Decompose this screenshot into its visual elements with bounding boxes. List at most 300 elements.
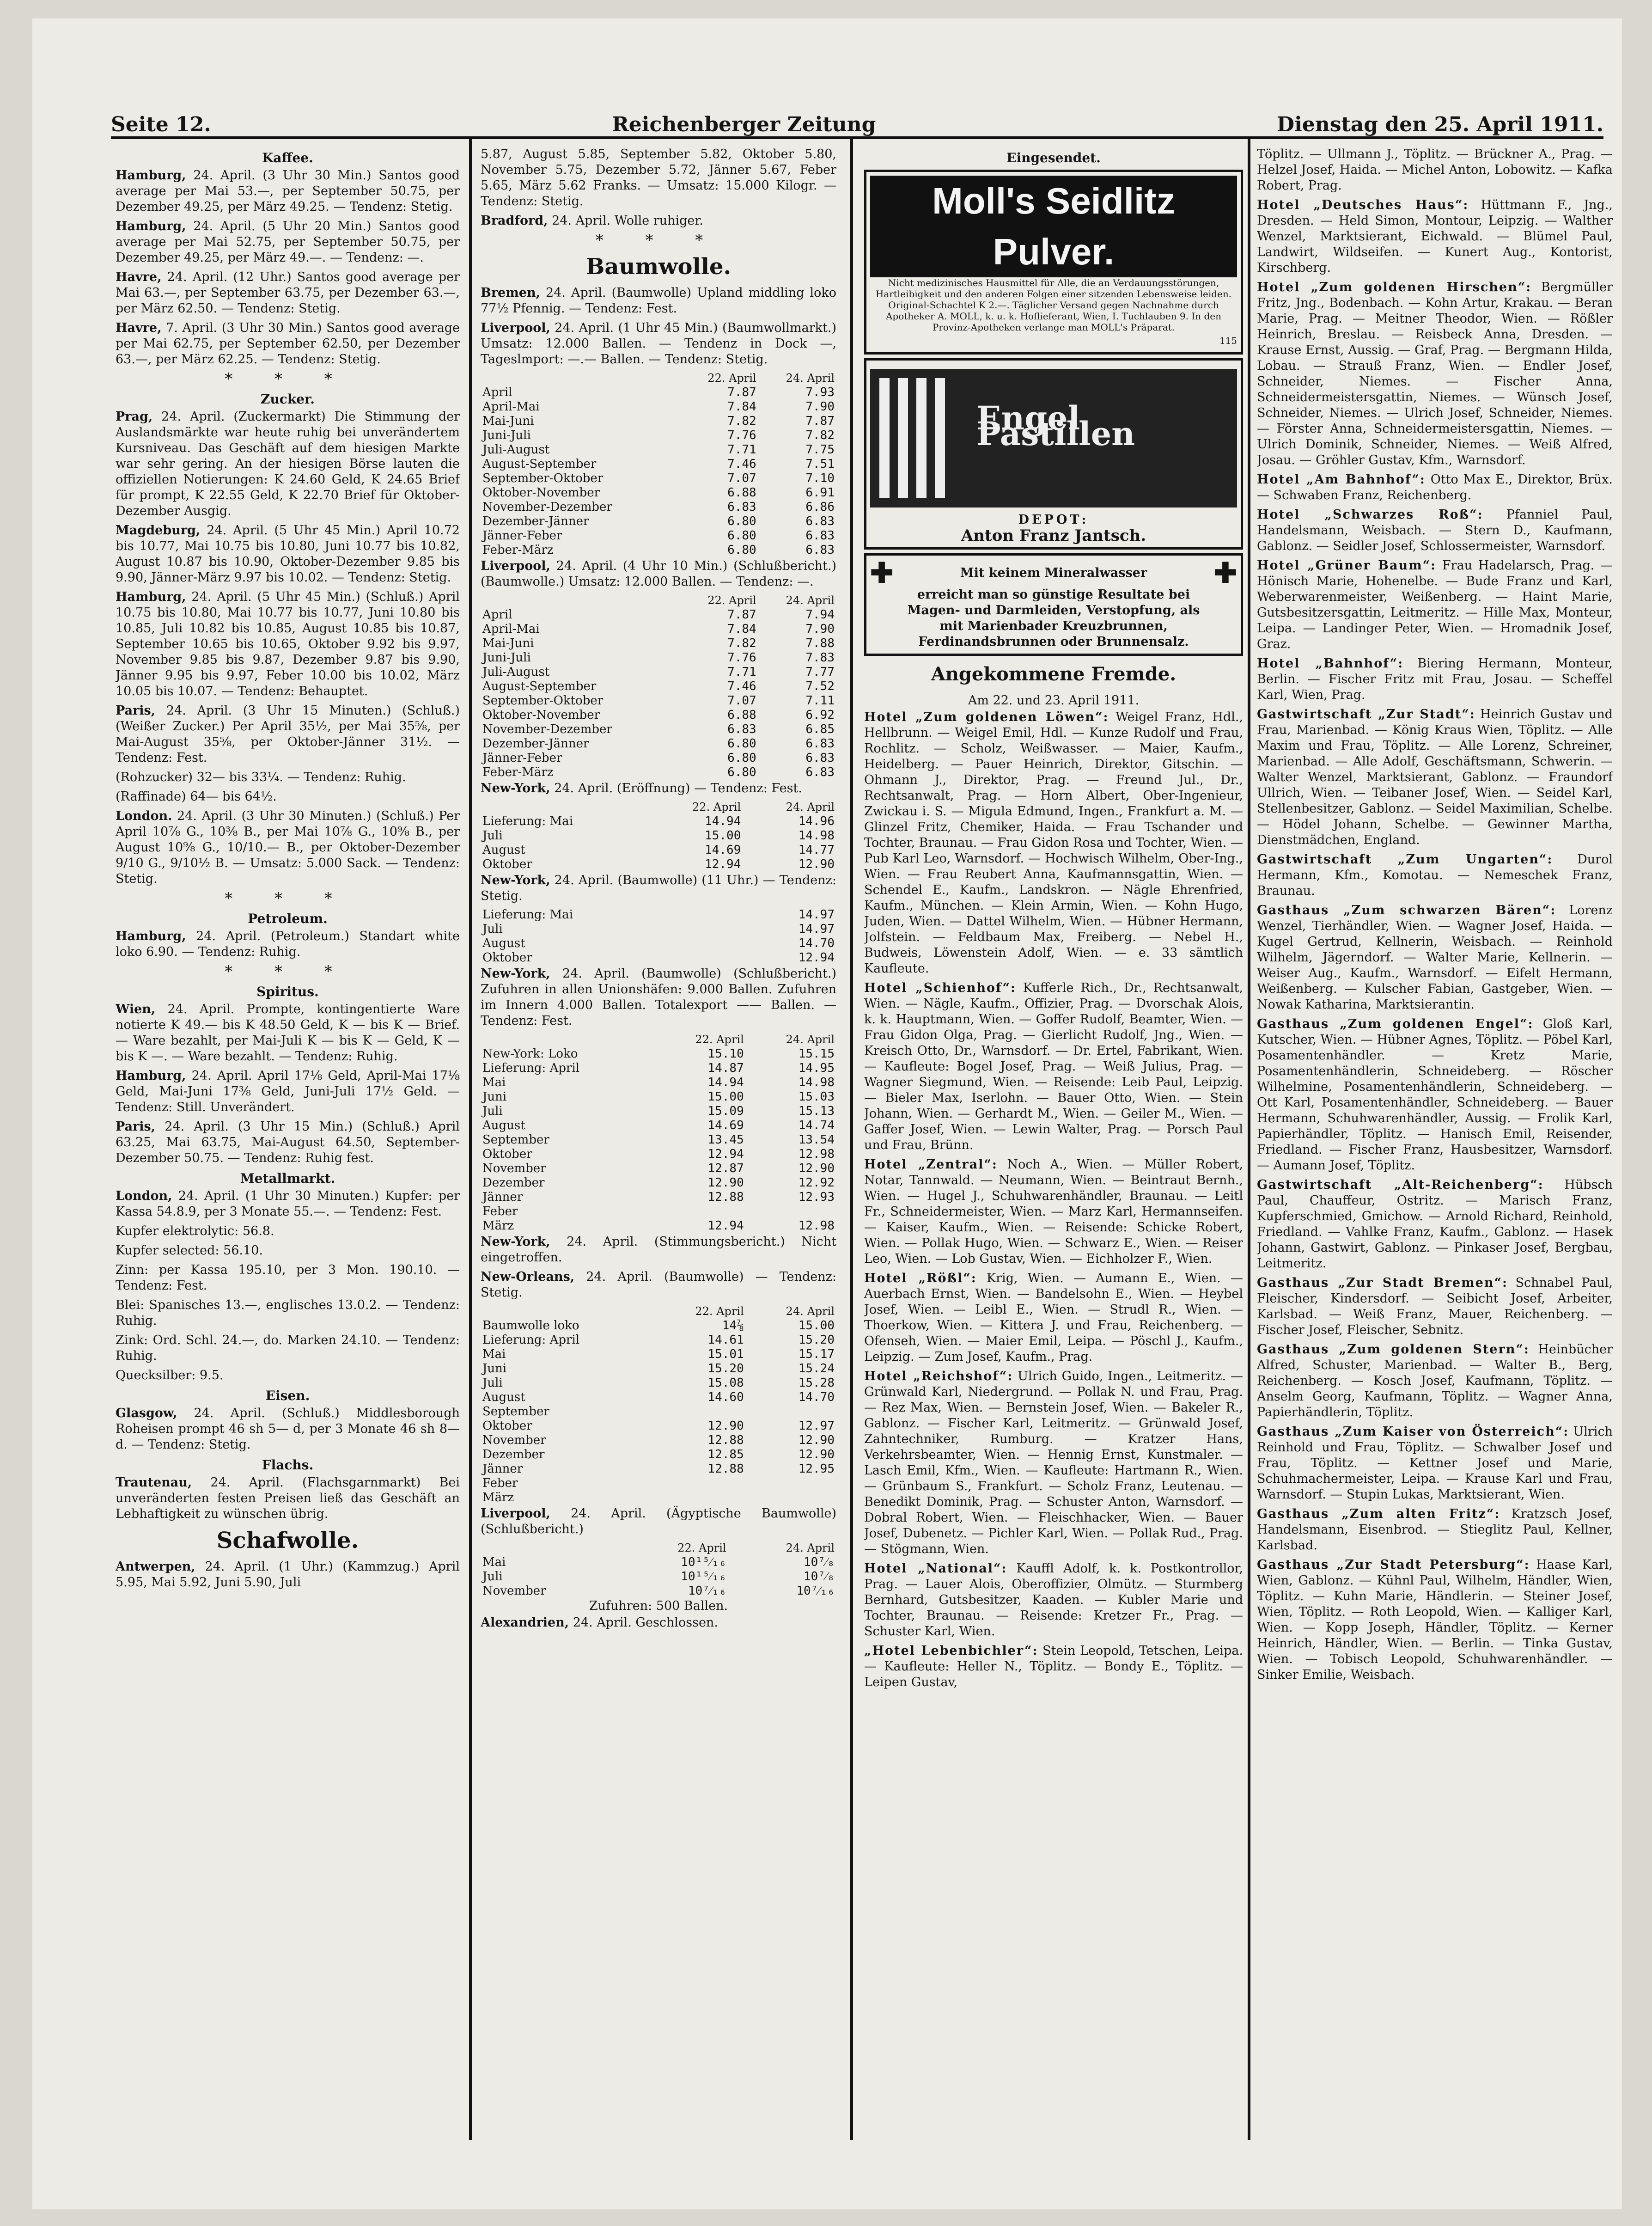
guest-list: Bergmüller Fritz, Jng., Bodenbach. — Kohn Artur, Krakau. — Beran Marie, Prag. — Meitner Theodor, Wien. — Rößler Heinrich, Breslau. — Reisbeck Anna, Dresden. — Krause Ernst, Aussig. — Graf, Prag. — Bergmann Hilda, Lobau. — Strauß Franz, Wien. — Endler Josef, Schneider, Niemes. — Fischer Anna, Schneidermeistersgattin, Niemes. — Wünsch Josef, Schneider, Niemes. — Ulrich Josef, Schneider, Niemes. — Förster Anna, Schneidermeistersgattin, Niemes. — Ulrich Dominik, Schneider, Niemes. — Weiß Alfred, Josau. — Gröhler Gustav, Kfm., Warnsdorf. (1257, 280, 1613, 467)
column-rule (1248, 139, 1250, 2140)
table-cell: März (482, 1219, 514, 1233)
table-cell: 12.98 (798, 1219, 835, 1233)
table-header: 24. April (786, 1305, 835, 1318)
table-header: 22. April (695, 1033, 744, 1046)
report-text: (Raffinade) 64— bis 64½. (116, 789, 277, 804)
table-cell: 15.20 (798, 1333, 835, 1347)
table-cell: 7.71 (727, 443, 756, 457)
table-cell: Mai-Juni (482, 414, 534, 428)
section-title: Zucker. (261, 391, 315, 407)
report-city: London. (116, 809, 172, 823)
table-cell: 12.94 (798, 951, 835, 965)
table-cell: 7.76 (727, 651, 756, 665)
report-text: 24. April. (Baumwolle) (11 Uhr.) — Tendenz: Stetig. (481, 873, 836, 903)
table-cell: 7.71 (727, 665, 756, 679)
market-report (116, 789, 460, 805)
table-row (481, 1419, 836, 1433)
table-cell: 12.93 (798, 1190, 835, 1204)
section-title: Eisen. (265, 1388, 310, 1403)
separator: * * * (225, 962, 351, 981)
report-text: 24. April. (12 Uhr.) Santos good average per Mai 63.—, per September 63.75, per Dezember 63.—, per März 62.50. — Tendenz: Stetig. (116, 270, 460, 316)
table-row (481, 608, 836, 622)
table-cell: 14.94 (705, 814, 741, 828)
guest-list: Hübsch Paul, Chauffeur, Ostritz. — Marisch Franz, Kupferschmied, Gmichow. — Arnold Richard, Reinhold, Friedland. — Vahlke Franz, Kaufm., Gablonz. — Hasek Johann, Gastwirt, Gablonz. — Pinkaser Josef, Bergbau, Leitmeritz. (1257, 1178, 1613, 1271)
market-report (116, 219, 460, 266)
cross-icon: ✚ (1213, 557, 1237, 589)
table-cell: Dezember (482, 1448, 545, 1462)
market-report (116, 808, 460, 887)
report-footnote: Zufuhren: 500 Ballen. (589, 1599, 728, 1613)
market-report (481, 1615, 836, 1631)
table-row (481, 722, 836, 737)
hotel-name: Hotel „Schwarzes Roß“: (1257, 508, 1483, 522)
table-cell: 15.00 (707, 1090, 744, 1104)
table-cell: Juni (482, 1362, 507, 1376)
report-text: 24. April. (Flachsgarnmarkt) Bei unveränderten festen Preisen ließ das Geschäft an Lebhaftigkeit zu wünschen übrig. (116, 1475, 460, 1521)
table-cell: 7.93 (805, 385, 835, 399)
report-city: Wien, (116, 1002, 156, 1016)
report-city: Alexandrien, (481, 1615, 569, 1630)
table-header: 24. April (786, 372, 835, 385)
table-cell: 12.90 (707, 1176, 744, 1190)
table-cell: August-September (482, 457, 597, 471)
table-cell: 6.85 (805, 722, 835, 736)
market-report (481, 320, 836, 367)
table-cell: 12.98 (798, 1147, 835, 1161)
table-cell: November-Dezember (482, 722, 612, 736)
market-report (481, 285, 836, 317)
separator: * * * (595, 231, 722, 250)
table-row (481, 471, 836, 486)
table-cell: 12.87 (707, 1162, 744, 1175)
column-rule (850, 139, 853, 2140)
hotel-entry (1257, 507, 1613, 554)
table-cell: September-Oktober (482, 694, 603, 708)
table-row (481, 708, 836, 722)
column-commodities (116, 146, 460, 2133)
table-header: 22. April (692, 801, 741, 813)
section-title: Eingesendet. (1006, 150, 1101, 165)
ad-product-name: Engel Pastillen (976, 399, 1135, 453)
report-text: Kupfer elektrolytic: 56.8. (116, 1224, 274, 1238)
table-header (481, 800, 649, 814)
guest-list: Gloß Karl, Kutscher, Wien. — Hübner Agnes, Töplitz. — Pöbel Karl, Posamentenhändler. — Kretz Marie, Posamentenhändlerin, Schneideberg. — Röscher Wilhelmine, Posamentenhändlerin, Schneideberg. — Ott Karl, Posamentenhändler, Schneideberg. — Bauer Hermann, Schuhwarenhändler, Aussig. — Frolik Karl, Papierhändler, Töplitz. — Hanisch Emil, Reisender, Friedland. — Fischer Franz, Hausbesitzer, Warnsdorf. — Aumann Josef, Töplitz. (1257, 1017, 1613, 1173)
hotel-name: Gasthaus „Zum goldenen Stern“: (1257, 1342, 1530, 1357)
table-cell: 12.94 (707, 1219, 744, 1233)
table-cell: Oktober (482, 857, 532, 871)
column-arrivals-cont (1257, 146, 1613, 2133)
market-report (116, 269, 460, 317)
price-table (481, 908, 836, 965)
table-cell: Juli (482, 922, 503, 936)
report-text: 24. April. (5 Uhr 45 Min.) (Schluß.) April 10.75 bis 10.80, Mai 10.77 bis 10.77, Juni 10.80 bis 10.85, Juli 10.82 bis 10.85, August 10.85 bis 10.87, September 10.65 bis 10.65, Oktober 9.92 bis 9.97, November 9.85 bis 9.87, Dezember 9.87 bis 9.90, Jänner 9.95 bis 9.97, Feber 10.00 bis 10.02, März 10.05 bis 10.07. — Tendenz: Behauptet. (116, 590, 460, 698)
table-cell: 15.00 (705, 829, 741, 843)
table-row (481, 843, 836, 857)
table-row (481, 1433, 836, 1448)
report-text: Blei: Spanisches 13.—, englisches 13.0.2. — Tendenz: Ruhig. (116, 1298, 460, 1328)
table-cell: Lieferung: Mai (482, 814, 573, 828)
hotel-entry (1257, 197, 1613, 276)
hotel-entry (1257, 903, 1613, 1013)
table-cell: 14.70 (798, 936, 835, 950)
table-header (481, 593, 680, 608)
market-report (481, 1234, 836, 1266)
price-table (481, 1304, 836, 1505)
table-row (481, 908, 836, 922)
market-report (116, 1002, 460, 1064)
report-text: 24. April. (3 Uhr 15 Min.) (Schluß.) April 63.25, Mai 63.75, Mai-August 64.50, September-Dezember 50.75. — Tendenz: Ruhig fest. (116, 1119, 460, 1165)
table-cell: Dezember-Jänner (482, 514, 589, 528)
report-text: Zinn: per Kassa 195.10, per 3 Mon. 190.10. — Tendenz: Fest. (116, 1263, 460, 1293)
hotel-name: Gasthaus „Zum goldenen Engel“: (1257, 1017, 1534, 1031)
market-report (116, 523, 460, 586)
table-header (481, 1541, 620, 1555)
table-cell: 7.10 (805, 471, 835, 485)
report-text: 24. April. Wolle ruhiger. (552, 214, 703, 228)
table-row (481, 922, 836, 936)
table-cell: Feber-März (482, 765, 554, 779)
table-header: 24. April (786, 1541, 835, 1554)
report-city: Hamburg, (116, 1069, 186, 1083)
market-report (116, 168, 460, 215)
table-cell: 6.80 (727, 751, 756, 765)
table-row (481, 1061, 836, 1076)
table-cell: 14.97 (798, 908, 835, 922)
table-row (481, 1390, 836, 1405)
table-cell: April (482, 385, 512, 399)
hotel-name: Hotel „Reichshof“: (864, 1369, 1013, 1383)
table-cell: 7.11 (805, 694, 835, 708)
table-cell: Lieferung: Mai (482, 908, 573, 922)
arrivals-text: Töplitz. — Ullmann J., Töplitz. — Brückner A., Prag. — Helzel Josef, Haida. — Michel Anton, Lobowitz. — Kafka Robert, Prag. (1257, 147, 1613, 193)
table-cell: 7.88 (805, 636, 835, 650)
report-text: 24. April. (1 Uhr 45 Min.) (Baumwollmarkt.) Umsatz: 12.000 Ballen. — Tendenz in Dock —, Tageslmport: —.— Ballen. — Tendenz: Stetig. (481, 321, 836, 367)
table-row (481, 1476, 836, 1491)
report-text: 5.87, August 5.85, September 5.82, Oktober 5.80, November 5.75, Dezember 5.72, Jänner 5.67, Feber 5.65, März 5.62 Franks. — Umsatz: 15.000 Kilogr. — Tendenz: Stetig. (481, 147, 836, 208)
report-city: Havre, (116, 270, 162, 284)
table-cell: März (482, 1491, 514, 1504)
table-cell: 10⁷⁄₁₆ (796, 1584, 835, 1598)
cross-icon: ✚ (870, 557, 894, 589)
table-cell: 12.85 (707, 1448, 744, 1462)
ad-text: Nicht medizinisches Hausmittel für Alle, die an Verdauungsstörungen, Hartleibigkeit und den anderen Folgen einer sitzenden Lebensweise leiden. Original-Schachtel K 2.—. Täglicher Versand gegen Nachnahme durch Apotheker A. MOLL, k. u. k. Hoflieferant, Wien, I. Tuchlauben 9. In den Provinz-Apotheken verlange man MOLL's Präparat. (875, 277, 1232, 333)
table-cell: 6.91 (805, 486, 835, 500)
table-cell: 6.83 (805, 751, 835, 765)
table-cell: 14.97 (798, 922, 835, 936)
guest-list: Kratzsch Josef, Handelsmann, Eisenbrod. — Stieglitz Paul, Kellner, Karlsbad. (1257, 1507, 1613, 1553)
hotel-name: Hotel „National“: (864, 1561, 1007, 1576)
separator: * * * (225, 889, 351, 908)
separator: * * * (225, 370, 351, 388)
table-cell: 12.88 (707, 1462, 744, 1476)
table-cell: Feber (482, 1476, 518, 1490)
table-cell: Oktober (482, 951, 532, 965)
table-header: 22. April (695, 1305, 744, 1318)
table-cell: 7.46 (727, 679, 756, 693)
report-city: New-York, (481, 1235, 550, 1249)
market-report (116, 1475, 460, 1522)
table-cell: 14⅞ (722, 1319, 744, 1333)
hotel-name: Gasthaus „Zum alten Fritz“: (1257, 1507, 1500, 1521)
report-city: London, (116, 1189, 172, 1203)
table-cell: 14.74 (798, 1119, 835, 1132)
table-row (481, 1133, 836, 1147)
table-row (481, 443, 836, 457)
table-cell: Lieferung: April (482, 1333, 580, 1347)
table-cell: Juni-Juli (482, 651, 531, 665)
table-header-row (481, 1541, 836, 1555)
report-text: 24. April. (4 Uhr 10 Min.) (Schlußbericht.) (Baumwolle.) Umsatz: 12.000 Ballen. — Tendenz: —. (481, 559, 836, 589)
hotel-entry (1257, 1275, 1613, 1338)
table-cell: November-Dezember (482, 500, 612, 514)
table-cell: 7.46 (727, 457, 756, 471)
hotel-name: Hotel „Zentral“: (864, 1157, 998, 1172)
table-cell: Juli (482, 1104, 503, 1118)
market-report (481, 213, 836, 229)
hotel-entry (1257, 1424, 1613, 1503)
table-header: 24. April (786, 594, 835, 607)
report-city: New-York, (481, 781, 550, 795)
table-cell: 15.28 (798, 1376, 835, 1390)
guest-list: Durol Hermann, Kfm., Komotau. — Nemeschek Franz, Braunau. (1257, 852, 1613, 898)
table-cell: 15.00 (798, 1319, 835, 1333)
table-cell: Oktober (482, 1147, 532, 1161)
market-report (116, 703, 460, 766)
table-header-row (481, 800, 836, 814)
guest-list: Lorenz Wenzel, Tierhändler, Wien. — Wagner Josef, Haida. — Kugel Gertrud, Kellnerin, Weisbach. — Reinhold Wilhelm, Jägerndorf. — Walter Marie, Kellnerin. — Weiser Aug., Kaufm., Warnsdorf. — Eifelt Hermann, Weißenberg. — Kulscher Fabian, Gastgeber, Wien. — Nowak Katharina, Marktsierantin. (1257, 903, 1613, 1012)
table-cell: 14.98 (798, 1076, 835, 1089)
table-cell: 6.80 (727, 529, 756, 543)
table-cell: Juli-August (482, 443, 550, 457)
report-city: Liverpool, (481, 559, 550, 573)
market-report (481, 781, 836, 796)
table-cell: April-Mai (482, 400, 540, 414)
market-report (116, 1368, 460, 1383)
table-row (481, 1147, 836, 1162)
table-cell: 12.88 (707, 1190, 744, 1204)
table-cell: Oktober-November (482, 708, 600, 722)
market-report (116, 1068, 460, 1115)
table-row (481, 1219, 836, 1233)
table-cell: 7.87 (727, 608, 756, 622)
guest-list: Haase Karl, Wien, Gablonz. — Kühnl Paul, Wilhelm, Händler, Wien, Töplitz. — Kuhn Marie, Händlerin. — Steiner Josef, Wien, Töplitz. — Roth Leopold, Wien. — Kalliger Karl, Wien. — Kopp Joseph, Händler, Töplitz. — Kerner Heinrich, Händler, Wien. — Berlin. — Tinka Gustav, Wien. — Tobisch Leopold, Schuhwarenhändler. — Sinker Emilie, Weisbach. (1257, 1558, 1613, 1682)
table-cell: 12.90 (707, 1419, 744, 1433)
table-cell: 12.92 (798, 1176, 835, 1190)
table-cell: November (482, 1433, 546, 1447)
table-row (481, 1347, 836, 1362)
table-cell: 12.90 (798, 857, 835, 871)
table-row (481, 428, 836, 443)
ad-line: Ferdinandsbrunnen oder Brunnensalz. (918, 635, 1189, 649)
newspaper-title: Reichenberger Zeitung (612, 113, 876, 136)
table-cell: 6.83 (727, 722, 756, 736)
table-cell: September-Oktober (482, 471, 603, 485)
guest-list: Ulrich Reinhold und Frau, Töplitz. — Schwalber Josef und Frau, Töplitz. — Kettner Josef und Marie, Schuhmachermeister, Leipa. — Krause Karl und Frau, Warnsdorf. — Stupin Lukas, Marktsierant, Wien. (1257, 1425, 1613, 1502)
table-cell: 10¹⁵⁄₁₆ (681, 1555, 726, 1569)
table-cell: 7.83 (805, 651, 835, 665)
hotel-name: Hotel „Rößl“: (864, 1271, 977, 1285)
table-cell: 12.90 (798, 1433, 835, 1447)
table-cell: Juli (482, 829, 503, 843)
table-row (481, 1448, 836, 1462)
table-header: 24. April (786, 1033, 835, 1046)
table-header-row (481, 593, 836, 608)
ad-number: 115 (1219, 335, 1237, 346)
report-city: New-York, (481, 966, 550, 981)
table-row (481, 543, 836, 557)
table-cell: Oktober-November (482, 486, 600, 500)
hotel-entry (864, 980, 1243, 1153)
report-city: Hamburg, (116, 168, 186, 183)
hotel-entry (1257, 1177, 1613, 1272)
table-cell: 14.60 (707, 1390, 744, 1404)
table-cell (746, 1491, 836, 1505)
price-table (481, 800, 836, 872)
report-city: Trautenau, (116, 1475, 192, 1490)
table-cell: Jänner-Feber (482, 529, 562, 543)
market-report (481, 966, 836, 1029)
report-text: 24. April. (Stimmungsbericht.) Nicht eingetroffen. (481, 1235, 836, 1265)
table-cell: 7.84 (727, 622, 756, 636)
advertisement-pastillen (864, 358, 1243, 550)
table-row (481, 936, 836, 951)
report-text: 24. April. (Schluß.) Middlesborough Roheisen prompt 46 sh 5— d, per 3 Monate 46 sh 8— d. — Tendenz: Stetig. (116, 1406, 460, 1452)
table-cell: 7.82 (727, 414, 756, 428)
section-title: Flachs. (262, 1457, 314, 1473)
table-cell: 14.77 (798, 843, 835, 857)
table-cell: 12.90 (798, 1162, 835, 1175)
table-header (481, 1304, 655, 1319)
table-row (481, 457, 836, 471)
table-cell (655, 1476, 746, 1491)
table-header-row (481, 1304, 836, 1319)
report-city: New-York, (481, 873, 550, 887)
table-row (481, 651, 836, 665)
table-cell (724, 908, 734, 922)
table-cell: 10⁷⁄₈ (804, 1555, 835, 1569)
hotel-name: Hotel „Schienhof“: (864, 981, 1016, 995)
advertisement-moll (864, 170, 1243, 355)
table-cell: 7.87 (805, 414, 835, 428)
table-cell (746, 1405, 836, 1419)
table-header-row (481, 371, 836, 385)
table-cell: Lieferung: April (482, 1061, 580, 1075)
table-cell: Mai-Juni (482, 636, 534, 650)
table-cell (746, 1205, 836, 1219)
hotel-name: Gastwirtschaft „Zur Stadt“: (1257, 707, 1475, 722)
section-title: Metallmarkt. (240, 1171, 335, 1186)
table-cell: Jänner (482, 1190, 523, 1204)
market-report (116, 1559, 460, 1590)
guest-list: Stein Leopold, Tetschen, Leipa. — Kaufleute: Heller N., Töplitz. — Bondy E., Töplitz. — Leipen Gustav, (864, 1644, 1243, 1689)
table-cell: August (482, 843, 525, 857)
table-row (481, 1190, 836, 1205)
report-text: 24. April. (3 Uhr 30 Minuten.) (Schluß.) Per April 10⁷⁄₈ G., 10³⁄₈ B., per Mai 10⁷⁄₈ G., 10⁹⁄₈ B., per August 10⁹⁄₈ G., 10/10.— B., per Oktober-Dezember 9/10 G., 9/10½ B. — Umsatz: 5.000 Sack. — Tendenz: Stetig. (116, 809, 460, 886)
market-report (116, 1223, 460, 1239)
table-cell: Feber (482, 1205, 518, 1218)
table-row (481, 500, 836, 514)
report-city: Bradford, (481, 214, 548, 228)
table-cell: 14.98 (798, 829, 835, 843)
ad-line: mit Marienbader Kreuzbrunnen, (939, 619, 1168, 633)
guest-list: Biering Hermann, Monteur, Berlin. — Fischer Fritz mit Frau, Josau. — Scheffel Karl, Wien, Prag. (1257, 656, 1613, 702)
guest-list: Weigel Franz, Hdl., Hellbrunn. — Weigel Emil, Hdl. — Kunze Rudolf und Frau, Rochlitz. — Scholz, Weißwasser. — Maier, Kaufm., Heidelberg. — Pauer Heinrich, Direktor, Gitschin. — Ohmann J., Direktor, Prag. — Freund Jul., Dr., Rechtsanwalt, Prag. — Horn Albert, Ober-Ingenieur, Zwickau i. S. — Migula Edmund, Ingen., Frankfurt a. M. — Glinzel Fritz, Chemiker, Haida. — Frau Tschander und Tochter, Braunau. — Frau Gidon Rosa und Tochter, Wien. — Pub Karl Leo, Warnsdorf. — Hochwisch Wilhelm, Ober-Ing., Wien. — Frau Reubert Anna, Kaufmannsgattin, Wien. — Schendel E., Kaufm., Landskron. — Nägle Ehrenfried, Kaufm., München. — Klein Armin, Wien. — Kohn Hugo, Juden, Wien. — Dattel Wilhelm, Wien. — Hübner Hermann, Jolfstein. — Feldbaum Max, Freiberg. — Nebel H., Budweis, Löwenstein Adolf, Wien. — e. 33 sämtlich Kaufleute. (864, 710, 1243, 976)
market-report (481, 1506, 836, 1537)
table-row (481, 514, 836, 529)
hotel-entry (1257, 656, 1613, 703)
report-text: 24. April. April 17⅛ Geld, April-Mai 17⅛ Geld, Mai-Juni 17⅜ Geld, Juni-Juli 17½ Geld. — Tendenz: Still. Unverändert. (116, 1069, 460, 1114)
table-cell: New-York: Loko (482, 1047, 578, 1061)
table-cell: 6.80 (727, 765, 756, 779)
table-row (481, 1376, 836, 1390)
table-cell: 14.95 (798, 1061, 835, 1075)
table-cell: 7.76 (727, 428, 756, 442)
table-row (481, 414, 836, 428)
ad-line: Magen- und Darmleiden, Verstopfung, als (907, 603, 1200, 618)
market-report (481, 873, 836, 904)
arrivals-title: Angekommene Fremde. (931, 663, 1177, 685)
table-cell: 6.80 (727, 514, 756, 528)
guest-list: Pfanniel Paul, Handelsmann, Weisbach. — Stern D., Kaufmann, Gablonz. — Seidler Josef, Schlossermeister, Warnsdorf. (1257, 508, 1613, 553)
page-number: Seite 12. (111, 113, 211, 136)
table-cell: 10⁷⁄₁₆ (688, 1584, 726, 1598)
market-report (116, 929, 460, 960)
table-cell: 10¹⁵⁄₁₆ (681, 1570, 726, 1584)
guest-list: Noch A., Wien. — Müller Robert, Notar, Tannwald. — Neumann, Wien. — Beintraut Bernh., Wien. — Hugel J., Schuhwarenhändler, Braunau. — Leitl Fr., Schneidermeister, Wien. — Marz Karl, Hermannseifen. — Kaiser, Kaufm., Wien. — Reisende: Schicke Robert, Wien. — Pollak Hugo, Wien. — Schwarz E., Wien. — Reiser Leo, Wien. — Lob Gustav, Wien. — Eichholzer F., Wien. (864, 1157, 1243, 1266)
table-cell: 6.83 (727, 500, 756, 514)
table-cell: 6.83 (805, 543, 835, 557)
table-cell: 6.88 (727, 486, 756, 500)
table-cell: August (482, 1390, 525, 1404)
market-report (116, 1119, 460, 1166)
table-cell: 14.69 (707, 1119, 744, 1132)
depot-label: DEPOT: (1018, 513, 1089, 527)
table-cell: 15.17 (798, 1347, 835, 1361)
table-row (481, 1047, 836, 1061)
report-text: 24. April. (1 Uhr 30 Minuten.) Kupfer: per Kassa 54.8.9, per 3 Monate 55.—. — Tendenz: Fest. (116, 1189, 460, 1219)
table-cell: 15.15 (798, 1047, 835, 1061)
table-row (481, 1090, 836, 1104)
hotel-name: Gasthaus „Zum Kaiser von Österreich“: (1257, 1425, 1569, 1439)
section-title-large: Schafwolle. (216, 1528, 359, 1553)
table-cell: 7.52 (805, 679, 835, 693)
column-rule (469, 139, 472, 2140)
table-row (481, 385, 836, 400)
table-cell: August (482, 1119, 525, 1132)
section-title: Kaffee. (262, 150, 313, 165)
guest-list: Krig, Wien. — Aumann E., Wien. — Auerbach Ernst, Wien. — Bandelsohn E., Wien. — Heybel Josef, Wien. — Leibl E., Wien. — Strudl R., Wien. — Thoerkow, Wien. — Kittera J. und Frau, Reichenberg. — Ofenseh, Wien. — Maier Emil, Leipa. — Pöschl J., Kaufm., Leipzig. — Zum Josef, Kaufm., Prag. (864, 1271, 1243, 1364)
table-cell: 14.94 (707, 1076, 744, 1089)
table-cell: 7.77 (805, 665, 835, 679)
guest-list: Frau Hadelarsch, Prag. — Hönisch Marie, Hohenelbe. — Bude Franz und Karl, Weberwarenmeister, Weißenberg. — Haint Marie, Gutsbesitzersgattin, Leitmeritz. — Hille Max, Monteur, Leipa. — Landinger Peter, Wien. — Hromadnik Josef, Graz. (1257, 558, 1613, 651)
guest-list: Kufferle Rich., Dr., Rechtsanwalt, Wien. — Nägle, Kaufm., Offizier, Prag. — Dvorschak Alois, k. k. Hauptmann, Wien. — Goffer Rudolf, Beamter, Wien. — Frau Gidon Olga, Prag. — Gierlicht Rudolf, Jng., Wien. — Kreisch Otto, Dr., Warnsdorf. — Dr. Ertel, Fabrikant, Wien. — Kaufleute: Bogel Josef, Prag. — Weiß Julius, Prag. — Wagner Siegmund, Wien. — Reisende: Leib Paul, Leipzig. — Bieler Max, Iserlohn. — Bauer Otto, Wien. — Stein Johann, Wien. — Gerhardt M., Wien. — Geiler M., Wien. — Gaffer Josef, Wien. — Lewin Walter, Prag. — Porsch Paul und Frau, Brünn. (864, 981, 1243, 1152)
moll-logo: Moll's Seidlitz Pulver. (870, 176, 1237, 277)
table-row (481, 1555, 836, 1570)
hotel-entry (864, 1271, 1243, 1365)
hotel-name: Hotel „Am Bahnhof“: (1257, 472, 1426, 487)
table-cell: 14.96 (798, 814, 835, 828)
report-city: Glasgow, (116, 1406, 177, 1420)
page-header (111, 104, 1603, 139)
report-text: 24. April. Geschlossen. (573, 1615, 718, 1630)
market-report (116, 1297, 460, 1329)
table-cell (655, 1405, 746, 1419)
table-cell (724, 936, 734, 951)
report-city: Hamburg, (116, 929, 186, 943)
table-row (481, 486, 836, 500)
table-cell: 15.13 (798, 1104, 835, 1118)
table-cell: August (482, 936, 525, 950)
